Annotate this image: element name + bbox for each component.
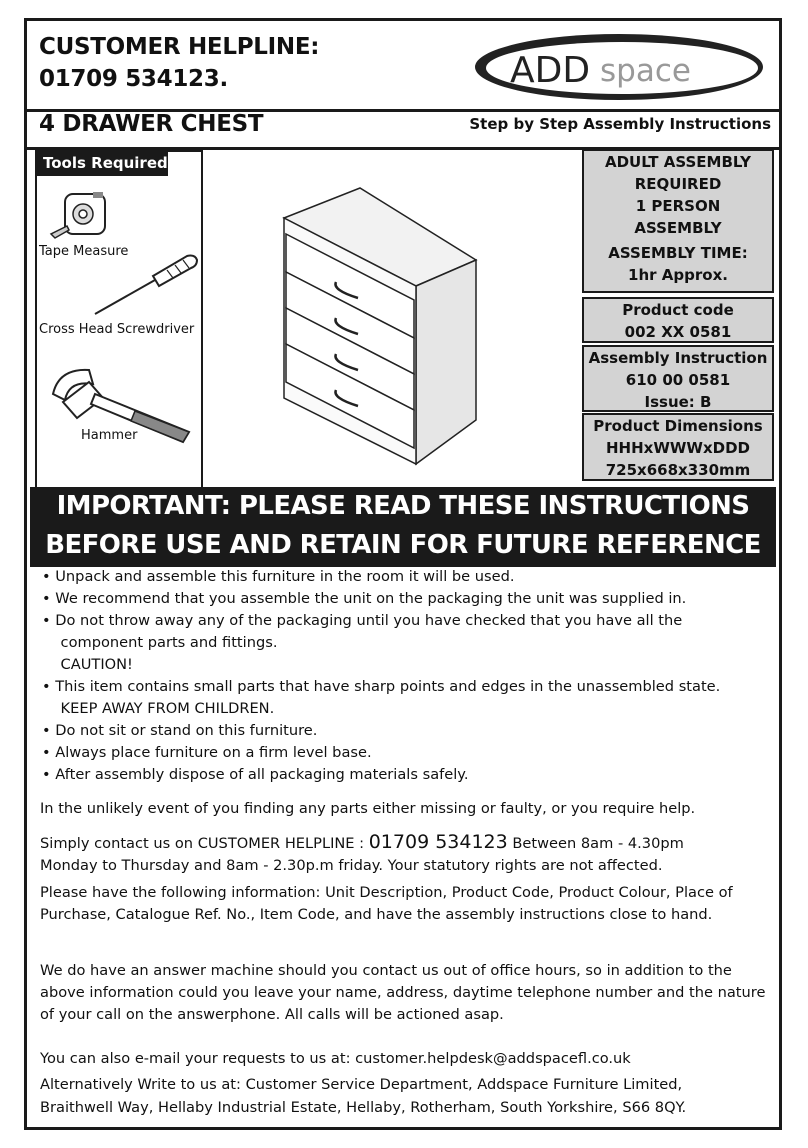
instruction-number: 610 00 0581 xyxy=(625,371,731,389)
instruction-label: Assembly Instruction xyxy=(588,349,768,367)
helpline-number: 01709 534123. xyxy=(39,66,228,92)
keep-away: KEEP AWAY FROM CHILDREN. xyxy=(42,700,275,717)
product-name: 4 DRAWER CHEST xyxy=(39,111,264,137)
bullet-1: • Unpack and assemble this furniture in the room it will be used. xyxy=(42,568,515,585)
subtitle: Step by Step Assembly Instructions xyxy=(469,115,771,133)
tool-label-tape-measure: Tape Measure xyxy=(39,244,129,259)
addspace-logo xyxy=(472,31,767,103)
bullet-3-cont: component parts and fittings. xyxy=(42,634,278,651)
dimensions-format: HHHxWWWxDDD xyxy=(605,439,750,457)
title-bar xyxy=(27,109,779,150)
drawer-chest-illustration xyxy=(270,182,495,472)
tools-panel xyxy=(35,150,203,496)
email-text: You can also e-mail your requests to us at: customer.helpdesk@addspacefl.co.uk xyxy=(40,1050,631,1067)
dimensions-value: 725x668x330mm xyxy=(605,461,751,479)
screwdriver-icon xyxy=(87,250,202,320)
bullet-6: • Always place furniture on a firm level base. xyxy=(42,744,372,761)
product-code-box xyxy=(582,297,774,343)
missing-parts-text: In the unlikely event of you finding any parts either missing or faulty, or you require help. xyxy=(40,800,696,817)
product-code-label: Product code xyxy=(622,301,734,319)
dimensions-box xyxy=(582,413,774,481)
dimensions-label: Product Dimensions xyxy=(593,417,763,435)
contact-line-2: Monday to Thursday and 8am - 2.30p.m friday. Your statutory rights are not affected. xyxy=(40,857,663,874)
tool-label-screwdriver: Cross Head Screwdriver xyxy=(39,322,195,337)
bullet-7: • After assembly dispose of all packaging materials safely. xyxy=(42,766,469,783)
product-code-value: 002 XX 0581 xyxy=(624,323,732,341)
answer-machine-text: We do have an answer machine should you contact us out of office hours, so in addition to the above information could you leave your name, address, daytime telephone number and the nature of your call on the answerphone. All calls will be actioned asap. xyxy=(40,962,766,1023)
important-banner xyxy=(30,487,776,567)
helpline-label: CUSTOMER HELPLINE: xyxy=(39,34,320,60)
assembly-line-1: ADULT ASSEMBLY xyxy=(604,153,751,171)
safety-bullets xyxy=(42,566,776,786)
bullet-4: • This item contains small parts that have sharp points and edges in the unassembled state. xyxy=(42,678,721,695)
important-line-2: BEFORE USE AND RETAIN FOR FUTURE REFERENCE xyxy=(45,530,761,560)
tape-measure-icon xyxy=(45,188,125,244)
issue-value: Issue: B xyxy=(644,393,712,411)
header xyxy=(27,21,779,112)
assembly-line-3: 1 PERSON xyxy=(635,197,721,215)
assembly-info-box xyxy=(582,149,774,293)
assembly-line-6: 1hr Approx. xyxy=(628,266,728,284)
bullet-2: • We recommend that you assemble the unit on the packaging the unit was supplied in. xyxy=(42,590,687,607)
contact-text xyxy=(40,831,780,877)
caution: CAUTION! xyxy=(42,656,133,673)
write-line-1: Alternatively Write to us at: Customer Service Department, Addspace Furniture Limited, xyxy=(40,1076,683,1093)
bullet-5: • Do not sit or stand on this furniture. xyxy=(42,722,318,739)
assembly-instruction-box xyxy=(582,345,774,412)
contact-prefix: Simply contact us on CUSTOMER HELPLINE : xyxy=(40,835,369,852)
contact-number: 01709 534123 xyxy=(368,831,508,853)
tool-label-hammer: Hammer xyxy=(81,428,138,443)
assembly-line-5: ASSEMBLY TIME: xyxy=(608,244,748,262)
write-line-2: Braithwell Way, Hellaby Industrial Estate, Hellaby, Rotherham, South Yorkshire, S66 8QY. xyxy=(40,1099,687,1116)
logo-secondary: space xyxy=(600,53,691,89)
tools-heading: Tools Required xyxy=(37,152,168,176)
assembly-line-2: REQUIRED xyxy=(634,175,722,193)
info-request-text: Please have the following information: Unit Description, Product Code, Product Colour, Place of Purchase, Catalogue Ref. No., Item Code, and have the assembly instructions close to hand. xyxy=(40,884,733,923)
helpline xyxy=(39,31,319,95)
important-line-1: IMPORTANT: PLEASE READ THESE INSTRUCTIONS xyxy=(56,491,750,521)
bullet-3: • Do not throw away any of the packaging until you have checked that you have all the xyxy=(42,612,683,629)
logo-primary: ADD xyxy=(510,50,591,91)
contact-suffix: Between 8am - 4.30pm xyxy=(507,835,684,852)
assembly-line-4: ASSEMBLY xyxy=(634,219,722,237)
